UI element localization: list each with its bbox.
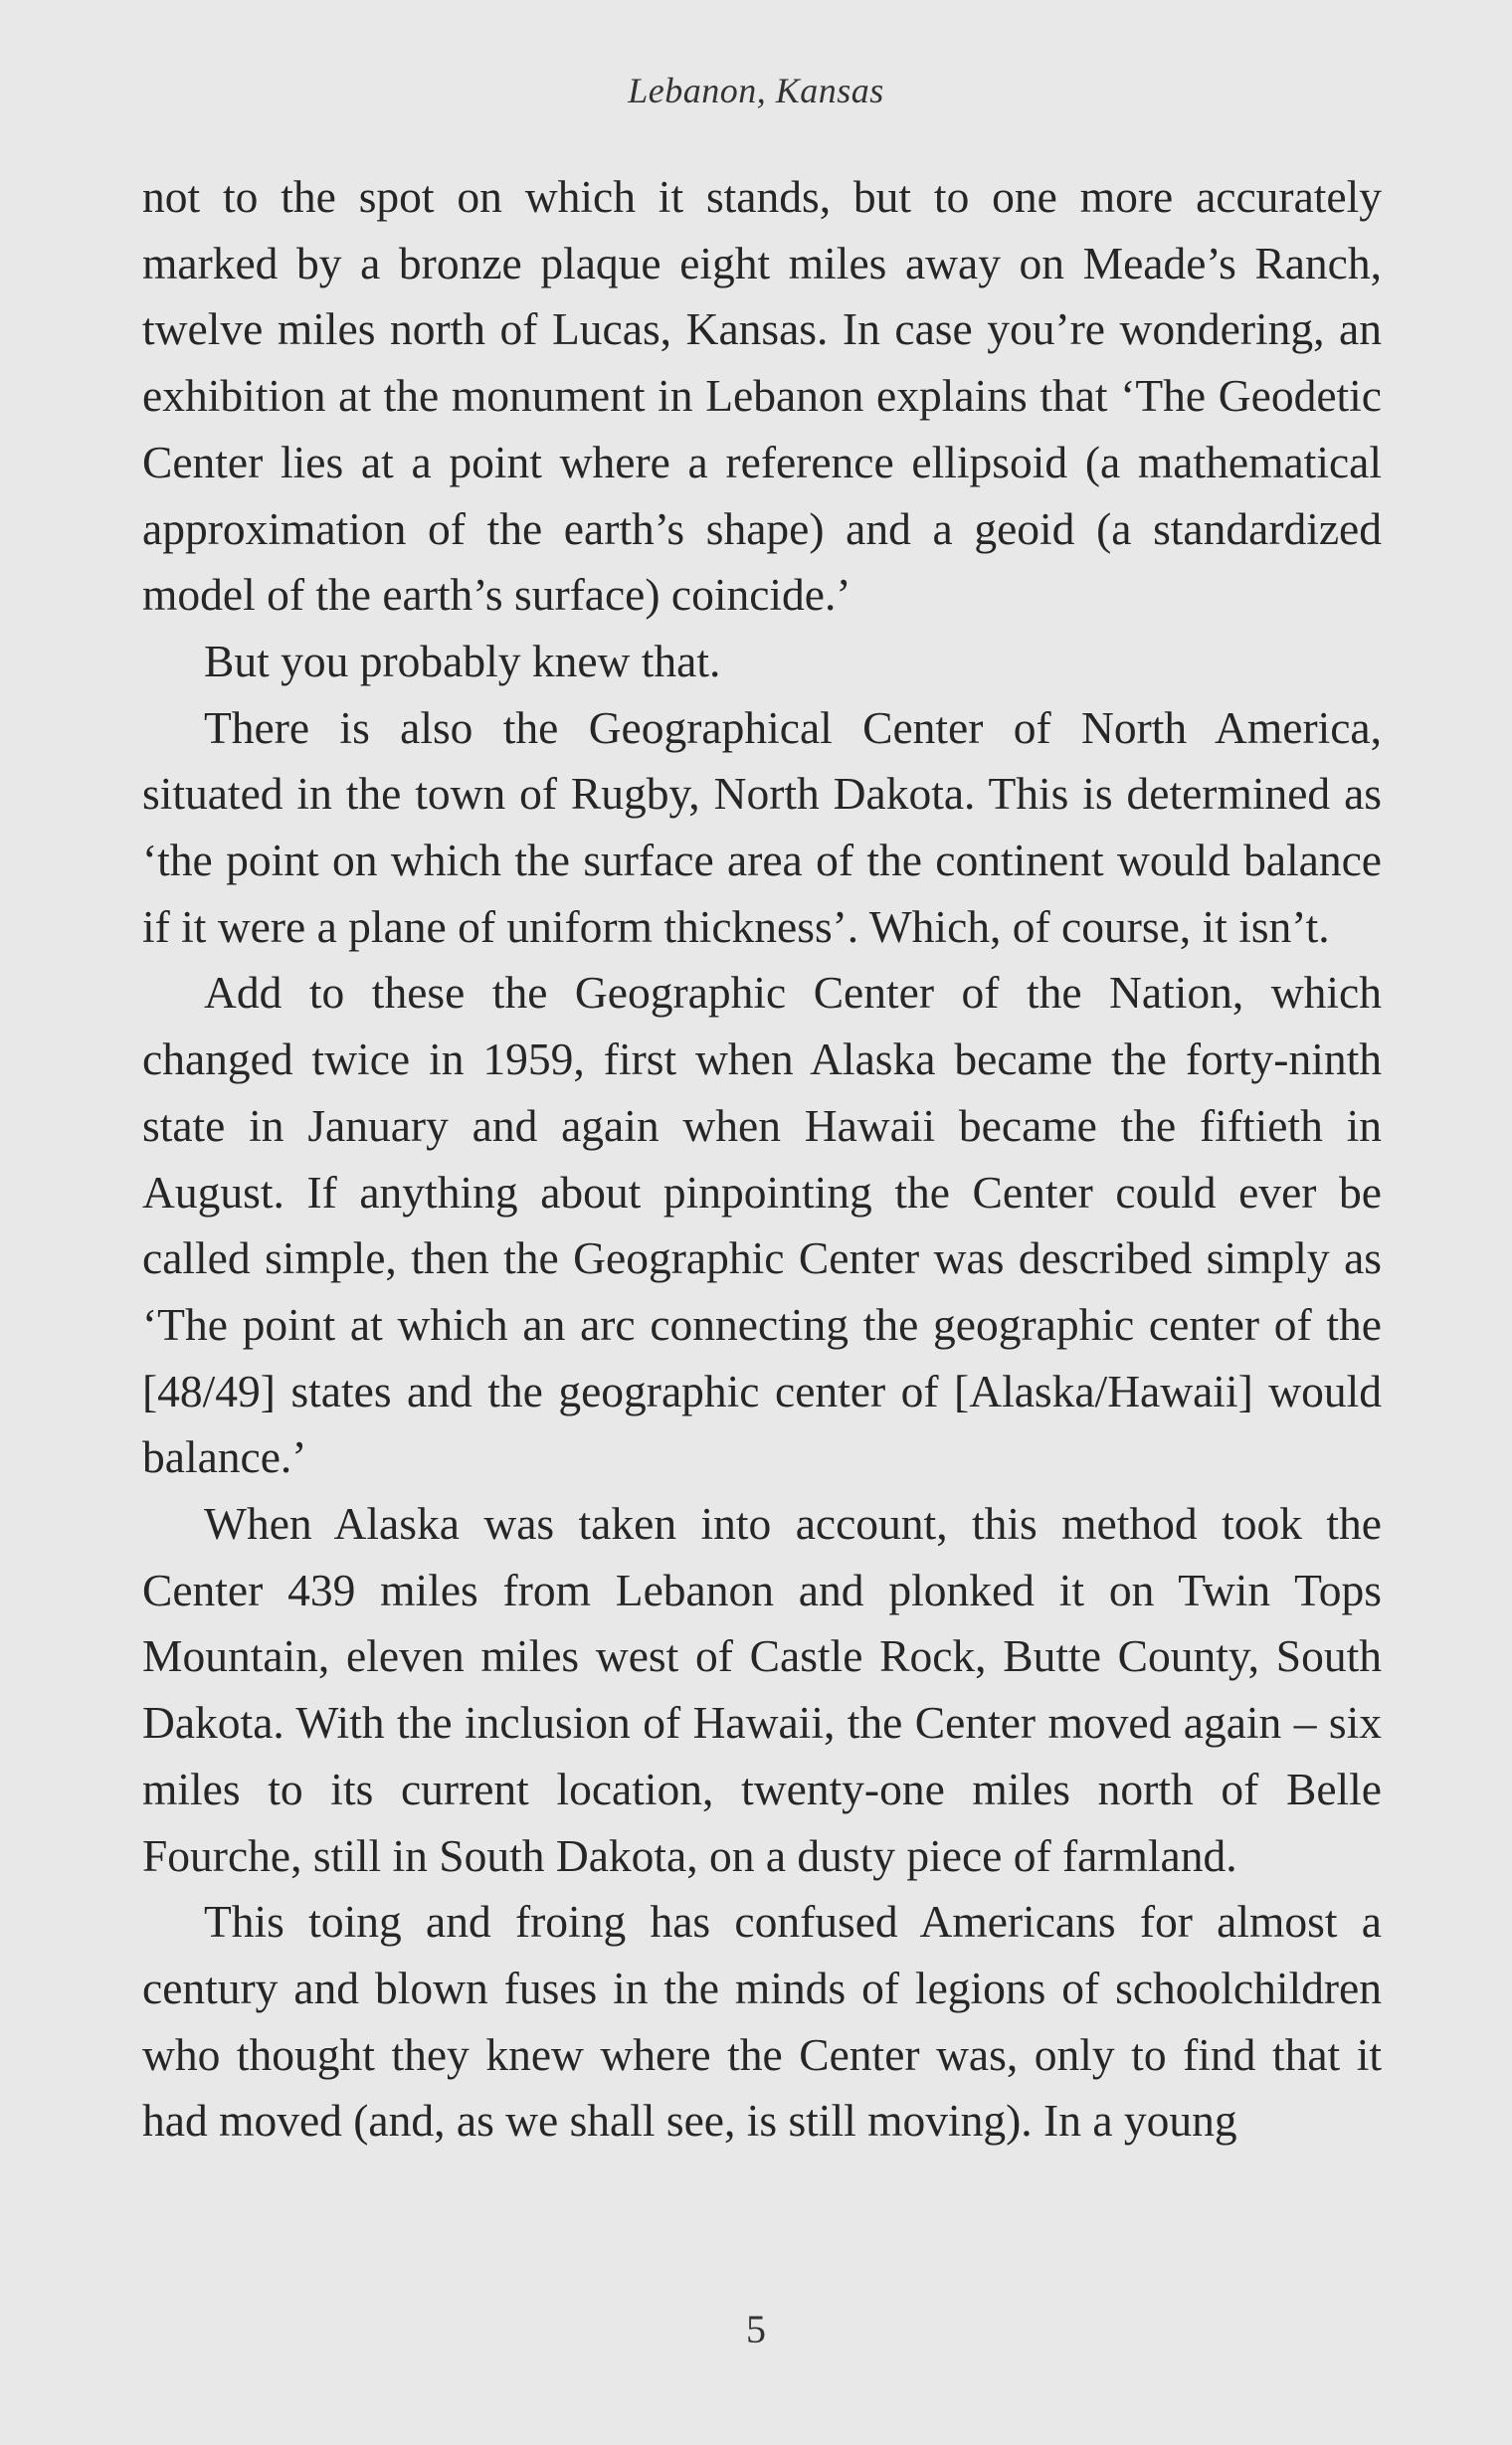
paragraph: When Alaska was taken into account, this method took the Center 439 miles from Lebanon and plonked it on Twin Tops Mountain, eleven miles west of Castle Rock, Butte County, South Dakota. With the inclusion of Hawaii, the Center moved again – six miles to its current location, twenty-one miles north of Belle Fourche, still in South Dakota, on a dusty piece of farmland. xyxy=(142,1498,1382,1881)
running-head: Lebanon, Kansas xyxy=(628,71,884,110)
paragraph: Add to these the Geographic Center of the Nation, which changed twice in 1959, first when Alaska became the forty-ninth state in January and again when Hawaii became the fiftieth in August. If anything about pinpointing the Center could ever be called simple, then the Geographic Center was described simply as ‘The point at which an arc connecting the geographic center of the [48/49] states and the geographic center of [Alaska/Hawaii] would balance.’ xyxy=(142,967,1382,1483)
paragraph: This toing and froing has confused Americans for almost a century and blown fuses in the minds of legions of schoolchildren who thought they knew where the Center was, only to find that it had moved (and, as we shall see, is still moving). In a young xyxy=(142,1896,1382,2147)
paragraph-continued: not to the spot on which it stands, but to one more accurately marked by a bronze plaque eight miles away on Meade’s Ranch, twelve miles north of Lucas, Kansas. In case you’re wondering, an exhibition at the monument in Lebanon explains that ‘The Geodetic Center lies at a point where a reference ellipsoid (a mathematical approximation of the earth’s shape) and a geoid (a standardized model of the earth’s surface) coincide.’ xyxy=(142,171,1382,621)
paragraph: There is also the Geographical Center of North America, situated in the town of Rugby, North Dakota. This is determined as ‘the point on which the surface area of the continent would balance if it were a plane of uniform thickness’. Which, of course, it isn’t. xyxy=(142,701,1382,952)
paragraph: But you probably knew that. xyxy=(204,635,721,686)
body-text xyxy=(142,164,1382,2155)
page-number: 5 xyxy=(746,2307,766,2351)
